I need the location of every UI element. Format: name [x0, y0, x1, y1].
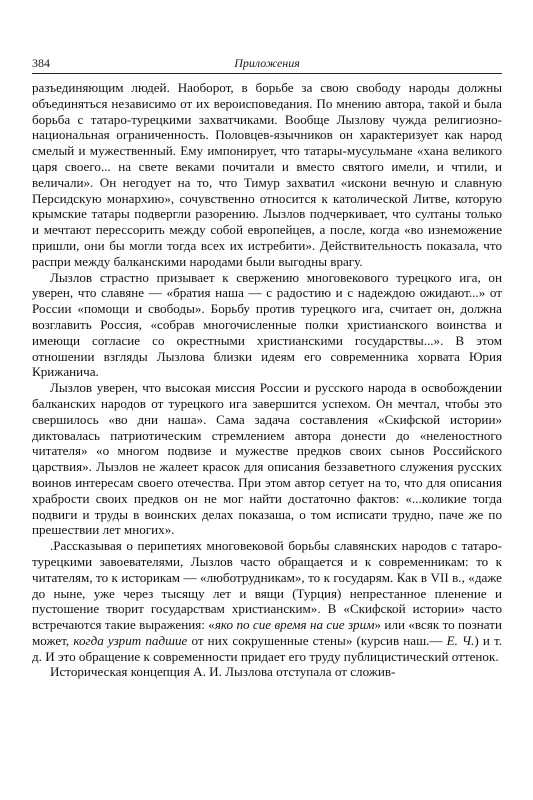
text-run: Историческая концепция А. И. Лызлова отступала от сложив- — [50, 664, 396, 680]
italic-text-run: яко по сие время на сие зрим — [214, 617, 375, 633]
italic-text-run: когда узрит падшие — [73, 632, 188, 648]
body-text — [32, 80, 502, 680]
text-run: от них сокрушенные стены» (курсив наш.— — [187, 632, 447, 648]
paragraph-4 — [32, 538, 502, 664]
paragraph-1 — [32, 80, 502, 270]
text-run: ) и т. д. И это обращение к современности придает его труду публицистический оттенок. — [32, 632, 502, 664]
running-head: Приложения — [234, 56, 300, 70]
header-rule — [32, 73, 502, 74]
paragraph-5 — [32, 664, 502, 680]
paragraph-2 — [32, 270, 502, 381]
paragraph-3 — [32, 380, 502, 538]
text-run: разъединяющим людей. Наоборот, в борьбе за свою свободу народы должны объединяться независимо от их вероисповедания. По мнению автора, такой и была борьба с татаро-турецкими захватчиками. Вообще Лызлову чужда религиозно-национальная ограниченность. Половцев-язычников он характеризует как народ смелый и мужественный. Ему импонирует, что татары-мусульмане «хана великого царя своего... на свете веками почитали и вместо святого имели, и чтили, и величали». Он негодует на то, что Тимур захватил «искони вечную и славную Персидскую монархию», сочувственно относится к католической Литве, которую крымские татары подвергли разорению. Лызлов подчеркивает, что султаны только и мечтают перессорить между собой европейцев, а после, когда «во изнеможение пришли, они бы могли тогда всех их истребити». Действительность показала, что распри между балканскими народами были выгодны врагу. — [32, 80, 502, 269]
text-run: Лызлов уверен, что высокая миссия России и русского народа в освобождении балканских народов от турецкого ига завершится успехом. Он мечтал, чтобы это свершилось «во дни наша». Сама задача составления «Скифской истории» диктовалась патриотическим стремлением автора донести до «неленостного читателя» «о многом подвизе и мужестве предков своих сынов Российского царствия». Лызлов не жалеет красок для описания беззаветного служения русских воинов интересам своего отечества. При этом автор сетует на то, что для описания храбрости своих предков он не мог найти достаточно фактов: «...коликие тогда подвиги и труды в воинских делах показаша, о том исписати трудно, паче же по прешествии лет многих». — [32, 380, 502, 538]
text-run: Лызлов страстно призывает к свержению многовекового турецкого ига, он уверен, что славяне — «братия наша — с радостию и с надеждою ожидают...» от России «помощи и свободы». Борьбу против турецкого ига, считает он, должна возглавить Россия, «собрав многочисленные полки христианского воинства и имеющи согласие со окрестными христианскими государствы...». В этом отношении взгляды Лызлова близки идеям его современника хорвата Юрия Крижанича. — [32, 269, 502, 380]
page-header — [32, 54, 502, 76]
italic-text-run: Е. Ч. — [446, 632, 475, 648]
text-run: .Рассказывая о перипетиях многовековой борьбы славянских народов с татаро-турецкими завоевателями, Лызлов часто обращается и к современникам: то к читателям, то к историкам — «люботрудникам», то к государям. Как в VII в., «даже до ныне, уже через тысящу лет и вящи (Турция) непрестанное пленение и пустошение творит государствам христианским». В «Скифской истории» часто встречаются такие выражения: « — [32, 538, 502, 633]
page-number: 384 — [32, 56, 50, 70]
text-run: » или «всяк то познати может, — [32, 617, 502, 648]
